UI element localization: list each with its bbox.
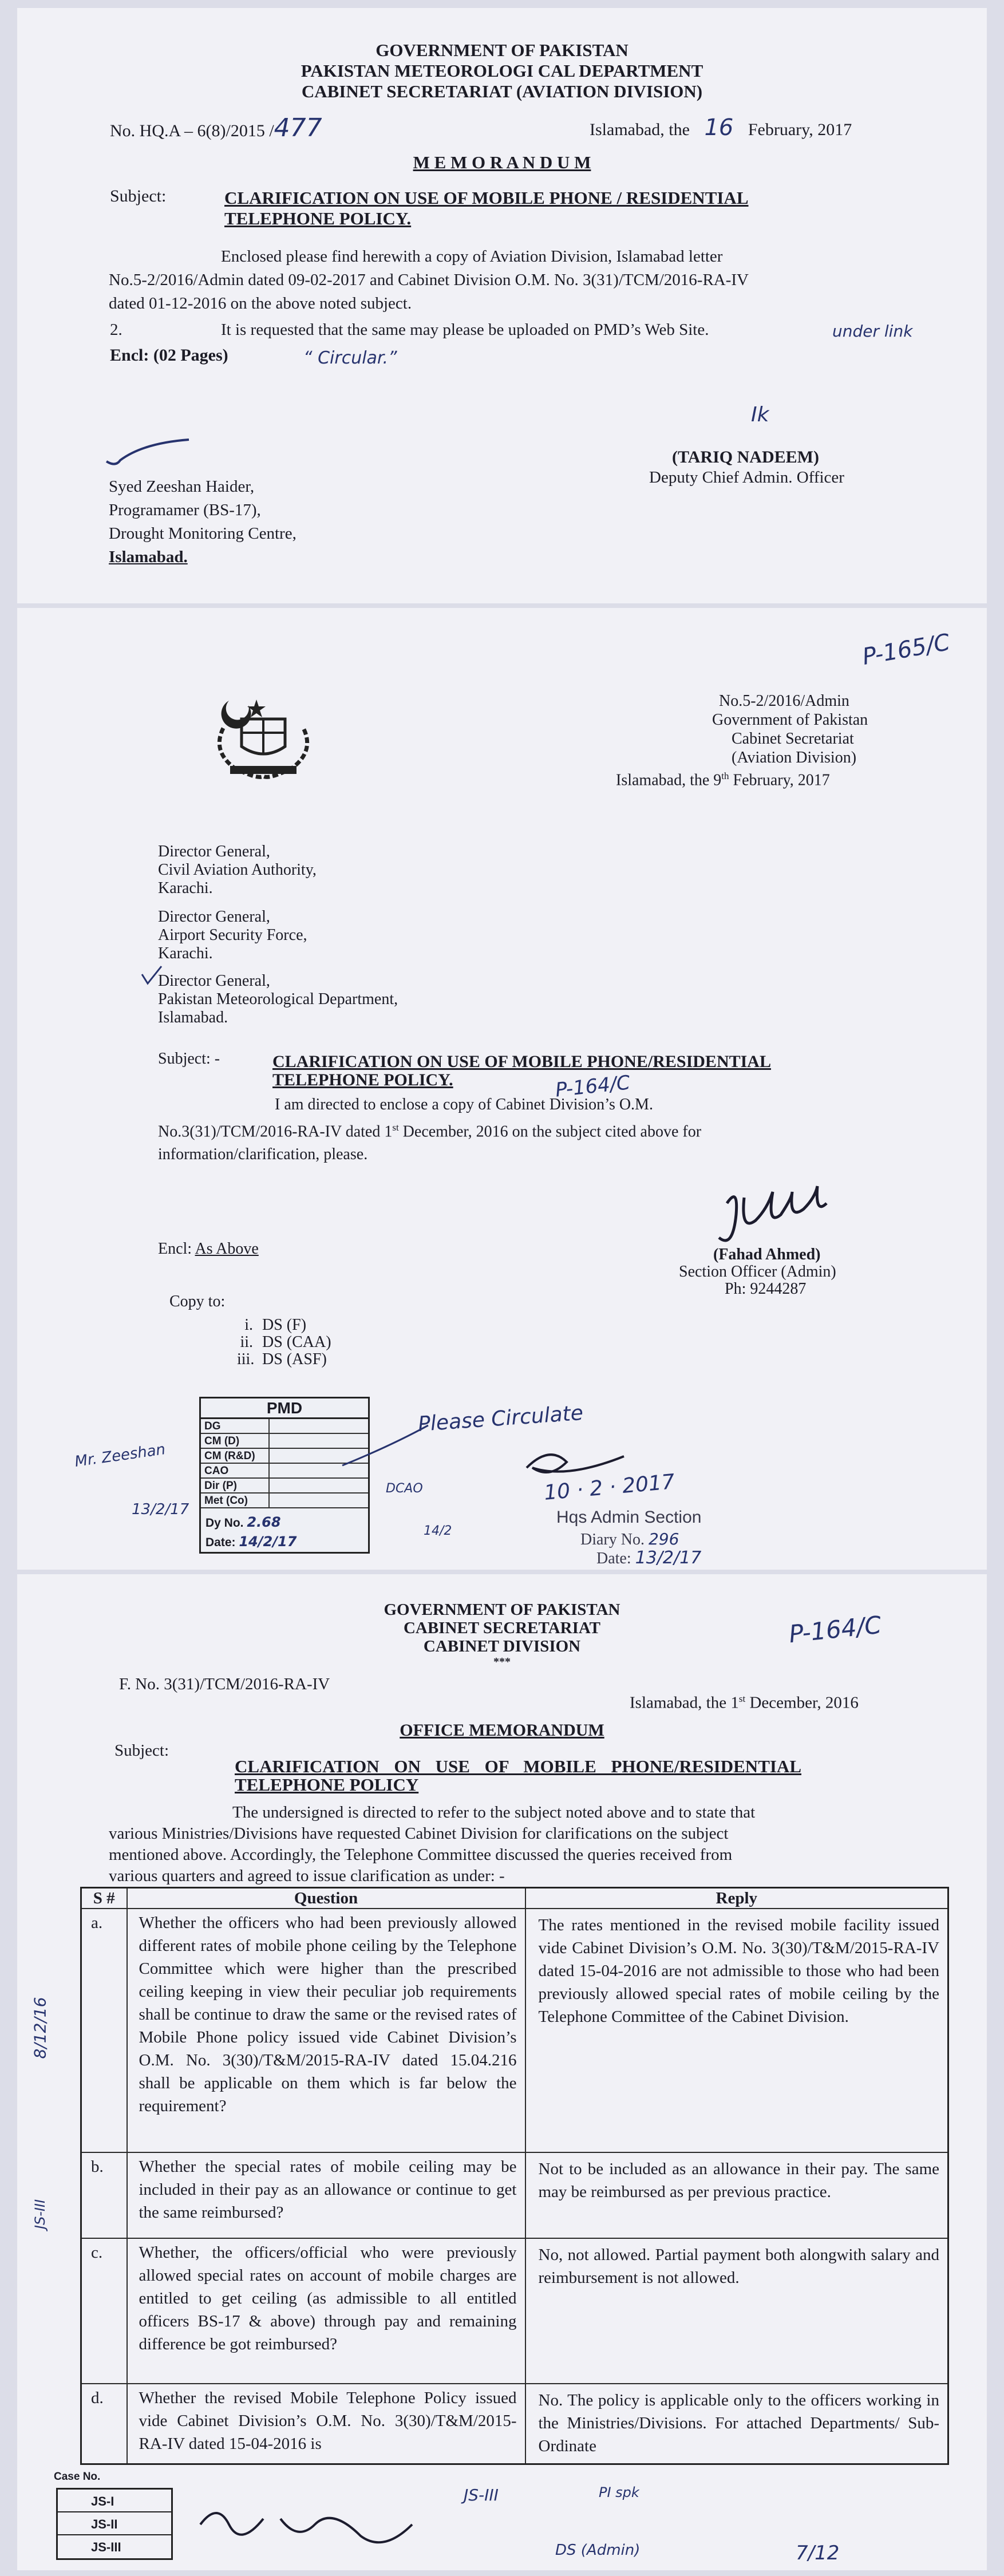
header-line-2: CABINET SECRETARIAT [403,1619,601,1637]
header-stars: *** [493,1656,511,1668]
arrow-stroke-icon [339,1423,430,1469]
state-emblem-icon [206,694,321,780]
stamp-diary-number: Dy No. 2.68 [205,1514,281,1530]
column-header-reply: Reply [525,1888,948,1909]
stamp-row: CAO [201,1464,368,1479]
om-date: Islamabad, the 1st December, 2016 [630,1693,859,1712]
om-title: OFFICE MEMORANDUM [400,1721,604,1740]
header-line-3: CABINET DIVISION [423,1637,581,1656]
tick-mark-icon [103,436,195,471]
case-number-label: Case No. [54,2471,101,2483]
header-line-3: CABINET SECRETARIAT (AVIATION DIVISION) [301,81,703,101]
copy-list [237,1317,331,1368]
subject-line-2: TELEPHONE POLICY. [224,208,412,228]
table-row: b. Whether the special rates of mobile ceiling may be included in their pay as an allowance or continue to get the same reimbursed? Not to be included as an allowance in their pay. The same may be reimbursed as per previous practice. [81,2152,948,2238]
copy-to-label: Copy to: [169,1293,226,1310]
aviation-letter-page [17,608,987,1570]
handwritten-note-date: 10 · 2 · 2017 [543,1470,676,1505]
subject-label: Subject: - [158,1050,220,1068]
memo-page [17,8,987,603]
table-header-row [81,1888,948,1909]
admin-diary-number: Diary No. 296 [580,1530,679,1548]
handwritten-dcao: DCAO [386,1481,423,1496]
stamp-row: JS-II [58,2512,171,2535]
enclosure-note: Encl: (02 Pages) [110,346,228,365]
recipient-3: Director General, Pakistan Meteorological Department, Islamabad. [158,972,398,1026]
stamp-row: CM (R&D) [201,1449,368,1464]
pmd-diary-stamp [199,1397,370,1554]
handwritten-page-ref: P-164/C [554,1071,631,1102]
paragraph-2-number: 2. [110,321,122,339]
table-row: c. Whether, the officers/official who were previously allowed special rates on account of mobile charges are entitled to get ceiling (as admissible to all entitled officers BS-17 & above) through pay and remaining difference be got reimbursed? No, not allowed. Partial payment both alongwith salary and reimbursement is not allowed. [81,2238,948,2384]
handwritten-js-iii: JS-III [464,2486,499,2504]
handwritten-ds-admin: DS (Admin) [555,2542,641,2559]
stamp-row: CM (D) [201,1434,368,1449]
subject-line-1: CLARIFICATION ON USE OF MOBILE PHONE/RESIDENTIAL [235,1756,801,1776]
list-item: ii. DS (CAA) [240,1333,331,1351]
stamp-date: Date: 14/2/17 [205,1534,297,1550]
file-number: No. HQ.A – 6(8)/2015 /477 [110,113,322,143]
column-header-question: Question [127,1888,525,1909]
margin-handwriting: JS-III [32,2199,48,2229]
letter-date: Islamabad, the 9th February, 2017 [616,771,830,789]
column-header-sn: S # [81,1888,127,1909]
subject-line-1: CLARIFICATION ON USE OF MOBILE PHONE/RESIDENTIAL [272,1052,771,1071]
subject-label: Subject: [110,187,167,206]
stamp-title: PMD [201,1398,368,1419]
memo-paragraph-1: Enclosed please find herewith a copy of Aviation Division, Islamabad letter No.5-2/2016/Admin dated 09-02-2017 and Cabinet Division O.M. No. 3(31)/TCM/2016-RA-IV dated 01-12-2016 on the above noted subject. [109,247,749,313]
stamp-row: JS-I [58,2490,171,2512]
enclosure-note: Encl: As Above [158,1240,259,1258]
page-reference-handwritten: P-164/C [787,1610,883,1649]
header-line-2: PAKISTAN METEOROLOGI CAL DEPARTMENT [301,61,703,81]
memo-paragraph-2: It is requested that the same may please be uploaded on PMD’s Web Site. [221,321,709,339]
addressee-block: Syed Zeeshan Haider, Programamer (BS-17), Drought Monitoring Centre, Islamabad. [109,477,297,566]
file-number: F. No. 3(31)/TCM/2016-RA-IV [119,1675,330,1693]
recipient-2: Director General, Airport Security Force, Karachi. [158,908,307,962]
stamp-row: DG [201,1419,368,1434]
signatory-name: (Fahad Ahmed) [713,1246,821,1263]
margin-handwriting: 8/12/16 [30,1997,50,2059]
subject-label: Subject: [114,1741,169,1760]
list-item: i. DS (F) [244,1316,307,1334]
memo-title: M E M O R A N D U M [413,152,591,172]
header-line-1: GOVERNMENT OF PAKISTAN [384,1601,620,1619]
signatory-title: Section Officer (Admin) [679,1263,836,1281]
js-routing-stamp [56,2488,173,2560]
header-line-1: GOVERNMENT OF PAKISTAN [375,40,629,60]
table-row: d. Whether the revised Mobile Telephone Policy issued vide Cabinet Division’s O.M. No. 3(30)/T&M/2015-RA-IV dated 15-04-2016 is No. The policy is applicable only to the officers working in the Ministries/Divisions. For attached Departments/ Sub-Ordinate [81,2384,948,2464]
memo-date-handwritten: 16 [704,114,734,141]
handwritten-circular: “ Circular.” [303,348,397,368]
letter-reference-block: No.5-2/2016/Admin Government of Pakistan Cabinet Secretariat (Aviation Division) [712,692,868,767]
list-item: iii. DS (ASF) [237,1350,327,1368]
memo-date: Islamabad, the 16 February, 2017 [590,114,852,141]
subject-line-1: CLARIFICATION ON USE OF MOBILE PHONE / RESIDENTIAL [224,188,749,208]
handwritten-date: 7/12 [796,2542,840,2565]
page-reference-handwritten: P-165/C [860,629,952,671]
handwritten-dcao-date: 14/2 [424,1524,452,1538]
admin-diary-date: Date: 13/2/17 [596,1548,702,1568]
table-row: a. Whether the officers who had been previously allowed different rates of mobile phone ceiling by the Telephone Committee which were higher than the prescribed ceiling keeping in view their peculiar job requirements shall be continue to draw the same or the revised rates of Mobile Phone policy issued vide Cabinet Division’s O.M. No. 3(30)/T&M/2015-RA-IV dated 15.04.216 shall be applicable on them which is far below the requirement? The rates mentioned in the revised mobile facility issued vide Cabinet Division’s O.M. No. 3(30)/T&M/2015-RA-IV dated 15-04-2016 are not admissible to those who had been previously allowed special rates of mobile ceiling by the Telephone Committee of the Cabinet Division. [81,1909,948,2152]
subject-line-2: TELEPHONE POLICY. [272,1070,453,1089]
stamp-row: JS-III [91,2540,121,2554]
file-number-handwritten: 477 [274,113,322,143]
clarification-table [80,1887,949,2465]
subject-line-2: TELEPHONE POLICY [235,1775,419,1795]
signature-icon [189,2490,429,2565]
signatory-phone: Ph: 9244287 [725,1280,807,1298]
admin-section-stamp: Hqs Admin Section [556,1508,702,1527]
cabinet-om-page [17,1574,987,2570]
handwritten-left-note: Mr. Zeeshan [73,1441,167,1471]
stamp-row: Dir (P) [201,1479,368,1494]
signature-initials: Ik [751,403,769,426]
handwritten-pi-spk: PI spk [599,2484,639,2500]
signatory-title: Deputy Chief Admin. Officer [649,468,844,487]
handwritten-under-link: under link [832,322,913,341]
handwritten-left-date: 13/2/17 [132,1501,189,1518]
stamp-row: Met (Co) [201,1494,368,1508]
signatory-name: (TARIQ NADEEM) [672,448,819,467]
recipient-1: Director General, Civil Aviation Authority, Karachi. [158,843,317,897]
om-intro: The undersigned is directed to refer to the subject noted above and to state that various Ministries/Divisions have requested Cabinet Division for clarifications on the subject mentioned above. Accordingly, the Telephone Committee discussed the queries received from various quarters and agreed to issue clarification as under: - [109,1803,756,1885]
letter-body: I am directed to enclose a copy of Cabinet Division’s O.M. No.3(31)/TCM/2016-RA-IV dated 1st December, 2016 on the subject cited above for information/clarification, please. [158,1096,702,1164]
handwritten-please-circulate: Please Circulate [417,1401,584,1437]
